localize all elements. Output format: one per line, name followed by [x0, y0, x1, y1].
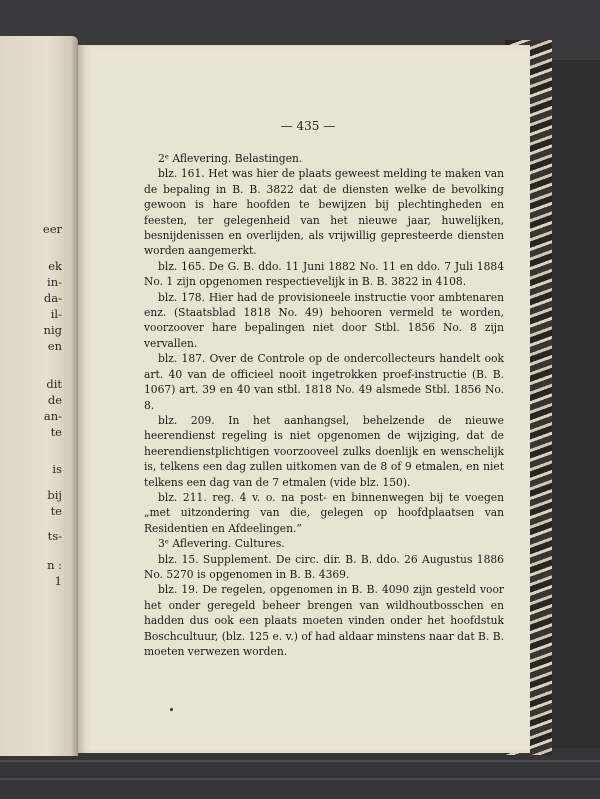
paragraph: blz. 211. reg. 4 v. o. na post- en binnenwegen bij te voegen „met uitzondering van die, gelegen op hoofdplaatsen van Residentien en Afdeelingen.” [144, 490, 504, 535]
paragraph: blz. 187. Over de Controle op de ondercollecteurs handelt ook art. 40 van de officieel nooit ingetrokken proef-instructie (B. B. 1067) art. 39 en 40 van stbl. 1818 No. 49 alsmede Stbl. 1856 No. 8. [144, 352, 504, 412]
paragraph: blz. 209. In het aanhangsel, behelzende de nieuwe heerendienst regeling is niet opgenomen de wijziging, dat de heerendienstplichtigen voorzooveel zulks doenlijk en wenschelijk is, telkens een dag zullen uitkomen van de 8 of 9 etmalen, en niet telkens een dag van de 7 etmalen (vide blz. 150). [144, 413, 504, 489]
left-page-text-fragments [0, 36, 70, 756]
page-body [144, 151, 504, 659]
paragraph: blz. 15. Supplement. De circ. dir. B. B. ddo. 26 Augustus 1886 No. 5270 is opgenomen in B. B. 4369. [144, 552, 504, 581]
left-page-fragment: ts- [47, 529, 62, 543]
background-bottom [0, 748, 600, 799]
section-heading: 3ᵉ Aflevering. Cultures. [158, 537, 285, 551]
paragraph: blz. 178. Hier had de provisioneele instructie voor ambtenaren enz. (Staatsblad 1818 No. 49) behooren vermeld te worden, voorzoover hare bepalingen niet door Stbl. 1856 No. 8 zijn vervallen. [144, 290, 504, 350]
left-page-fragment: nig [43, 323, 62, 337]
left-page-fragment: in- [47, 275, 62, 289]
left-page-fragment: de [47, 393, 62, 407]
left-page-fragment: da- [43, 291, 62, 305]
left-page-fragment: te [50, 504, 62, 518]
left-page-fragment: n : [47, 558, 62, 572]
left-page-fragment: en [47, 339, 62, 353]
left-page-fragment: eer [42, 222, 62, 236]
left-page-fragment: bij [47, 488, 62, 502]
left-page-fragment: an- [43, 409, 62, 423]
paragraph: blz. 165. De G. B. ddo. 11 Juni 1882 No. 11 en ddo. 7 Juli 1884 No. 1 zijn opgenomen respectievelijk in B. B. 3822 in 4108. [144, 259, 504, 289]
page-fold-shadow [71, 36, 78, 756]
left-page-fragment: dit [46, 377, 62, 391]
page-number: — 435 — [280, 119, 336, 133]
paragraph: blz. 161. Het was hier de plaats geweest melding te maken van de bepaling in B. B. 3822 dat de diensten welke de bevolking gewoon is hare hoofden te bewijzen bij plechtingheden en feesten, ter gelegenheid van het nieuwe jaar, huwelijken, besnijdenissen en overlijden, als vrijwillig gepresteerde diensten worden aangemerkt. [144, 167, 504, 258]
left-page [0, 36, 78, 756]
paragraph: blz. 19. De regelen, opgenomen in B. B. 4090 zijn gesteld voor het onder geregeld beheer brengen van wildhoutbosschen en hadden dus ook een plaats moeten vinden onder het hoofdstuk Boschcultuur, (blz. 125 e. v.) of had aldaar minstens naar dat B. B. moeten verwezen worden. [144, 583, 504, 658]
left-page-fragment: ek [48, 259, 62, 273]
left-page-fragment: il- [50, 307, 62, 321]
left-page-fragment: is [52, 462, 62, 476]
left-page-fragment: 1 [54, 574, 62, 588]
left-page-fragment: te [50, 425, 62, 439]
section-heading: 2ᵉ Aflevering. Belastingen. [158, 152, 303, 165]
ink-speck [170, 708, 173, 711]
right-page [78, 45, 530, 753]
